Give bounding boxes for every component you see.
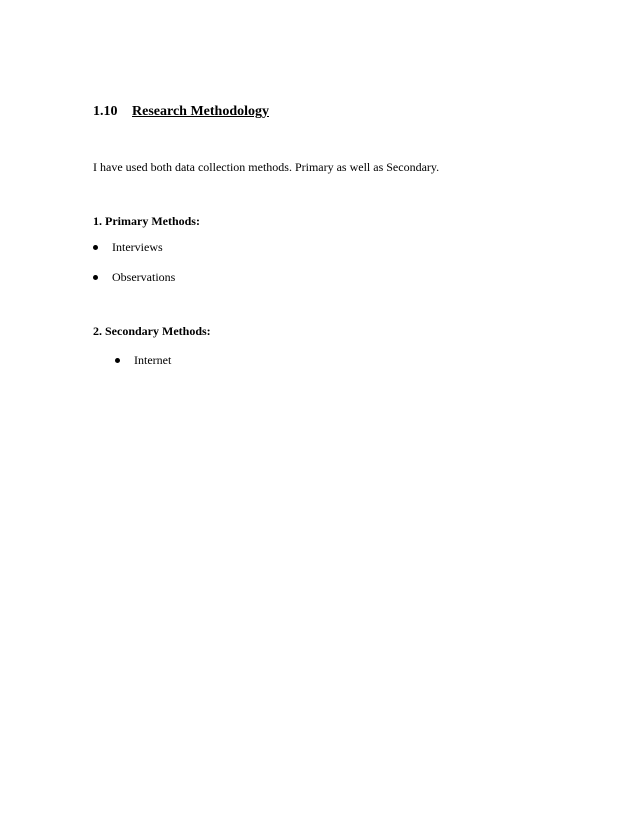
list-item (93, 240, 163, 255)
secondary-methods-heading: 2. Secondary Methods: (93, 324, 211, 338)
section-title: Research Methodology (132, 104, 269, 119)
list-item (93, 270, 175, 285)
bullet-dot-icon (93, 245, 98, 250)
list-item-label: Observations (112, 270, 176, 284)
list-item (115, 353, 171, 368)
bullet-dot-icon (115, 358, 120, 363)
list-item-label: Interviews (112, 240, 163, 254)
intro-paragraph: I have used both data collection methods. Primary as well as Secondary. (93, 160, 440, 174)
list-item-label: Internet (134, 353, 172, 367)
section-heading (93, 104, 269, 120)
bullet-dot-icon (93, 275, 98, 280)
section-number: 1.10 (93, 104, 118, 119)
primary-methods-heading: 1. Primary Methods: (93, 214, 200, 228)
